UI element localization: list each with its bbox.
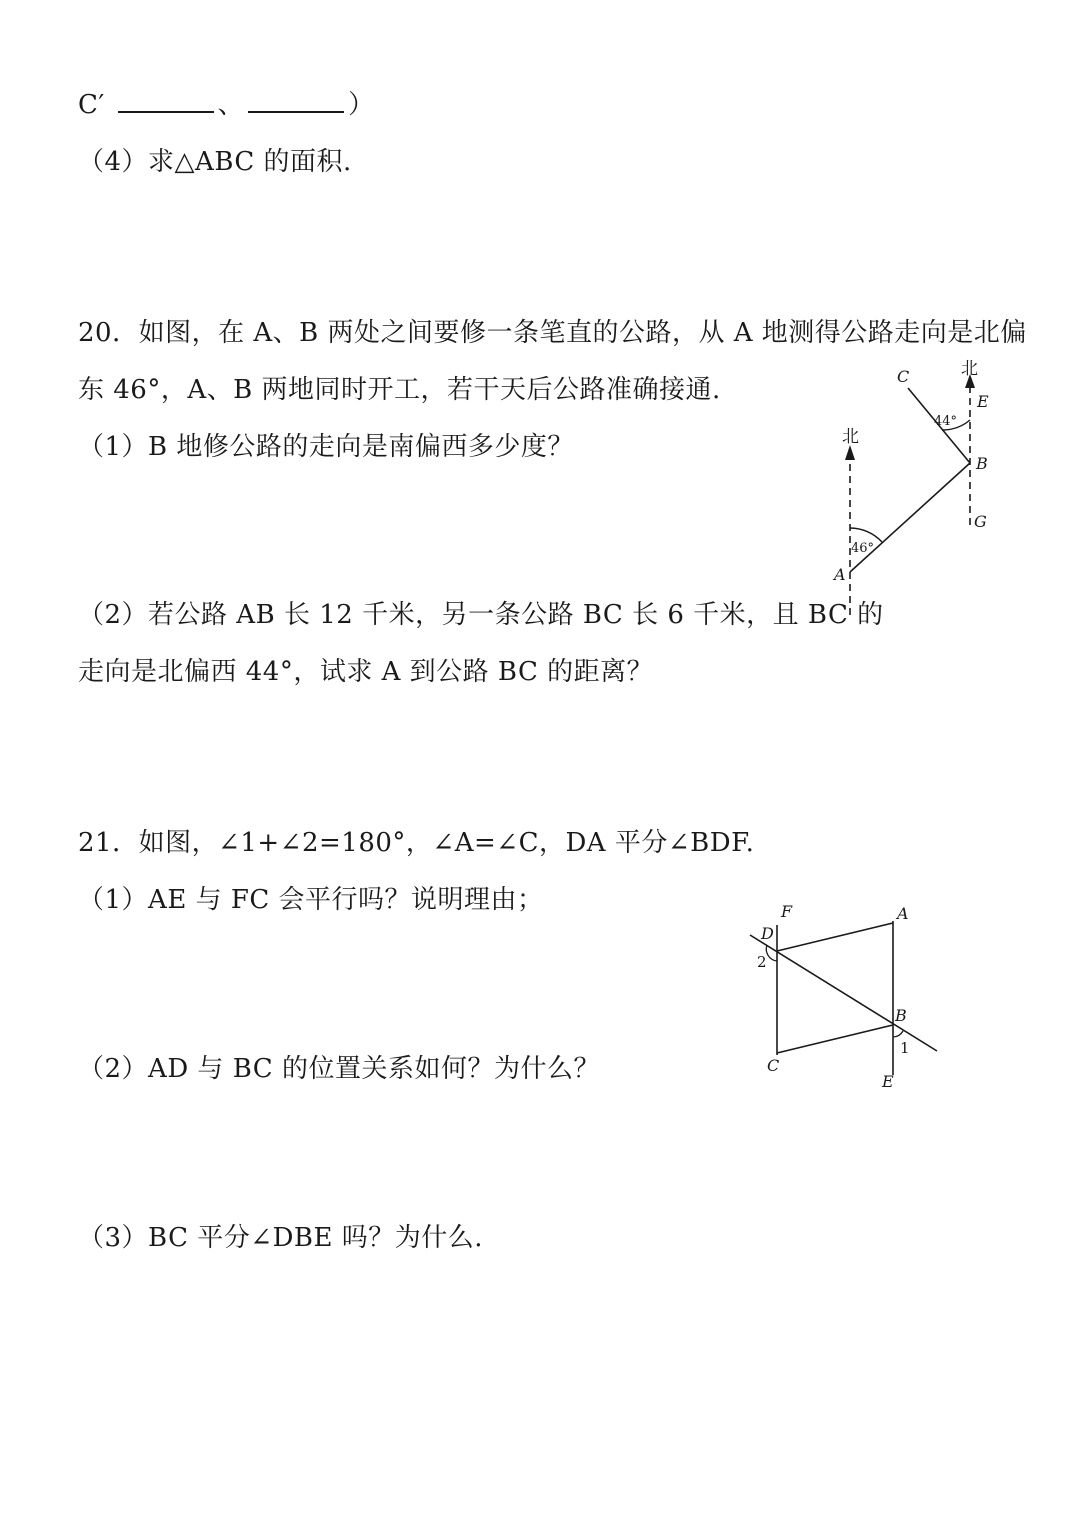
blank-separator: 、 <box>217 90 245 120</box>
point-c-label: C <box>897 367 910 386</box>
point-f-label: F <box>781 902 793 921</box>
answer-blank-2[interactable] <box>248 89 344 113</box>
point-b-label: B <box>895 1006 907 1025</box>
north-label-b: 北 <box>961 359 978 379</box>
closing-paren: ） <box>348 90 375 120</box>
angle-46-label: 46° <box>851 541 875 556</box>
north-label-a: 北 <box>842 427 859 447</box>
point-d-label: D <box>761 924 774 943</box>
transversal-db <box>750 935 937 1051</box>
q21-figure <box>735 895 955 1095</box>
angle-1-arc <box>893 1031 903 1037</box>
point-c-label: C <box>767 1056 780 1075</box>
q20-part2-line1: （2）若公路 AB 长 12 千米，另一条公路 BC 长 6 千米，且 BC 的 <box>78 600 884 630</box>
q20-stem-line1: 20．如图，在 A、B 两处之间要修一条笔直的公路，从 A 地测得公路走向是北偏 <box>78 318 1027 348</box>
q20-figure <box>820 350 1020 620</box>
q20-part2-line2: 走向是北偏西 44°，试求 A 到公路 BC 的距离？ <box>78 657 654 687</box>
q19-answer-line <box>78 88 375 122</box>
north-arrow-a <box>845 445 855 460</box>
point-a-label: A <box>897 904 909 923</box>
point-e-label: E <box>977 392 989 411</box>
q19-part4: （4）求△ABC 的面积. <box>78 147 352 177</box>
q20-part1: （1）B 地修公路的走向是南偏西多少度？ <box>78 432 574 462</box>
q21-stem: 21．如图，∠1+∠2=180°，∠A=∠C，DA 平分∠BDF. <box>78 828 755 858</box>
c-prime-label: C′ <box>78 90 105 120</box>
segment-da <box>777 923 893 951</box>
angle-1-label: 1 <box>900 1039 910 1057</box>
angle-2-label: 2 <box>757 953 767 971</box>
angle-44-label: 44° <box>934 414 958 429</box>
q21-part2: （2）AD 与 BC 的位置关系如何？为什么？ <box>78 1054 600 1084</box>
point-e-label: E <box>882 1072 894 1091</box>
angle-2-arc <box>766 945 777 961</box>
q20-stem-line2: 东 46°，A、B 两地同时开工，若干天后公路准确接通. <box>78 375 721 405</box>
point-a-label: A <box>834 565 846 584</box>
angle-arc-a <box>850 528 882 542</box>
answer-blank-1[interactable] <box>118 89 214 113</box>
q21-part1: （1）AE 与 FC 会平行吗？说明理由； <box>78 885 544 915</box>
segment-cb <box>777 1025 893 1053</box>
q21-part3: （3）BC 平分∠DBE 吗？为什么. <box>78 1223 484 1253</box>
point-g-label: G <box>974 512 987 531</box>
point-b-label: B <box>976 454 988 473</box>
